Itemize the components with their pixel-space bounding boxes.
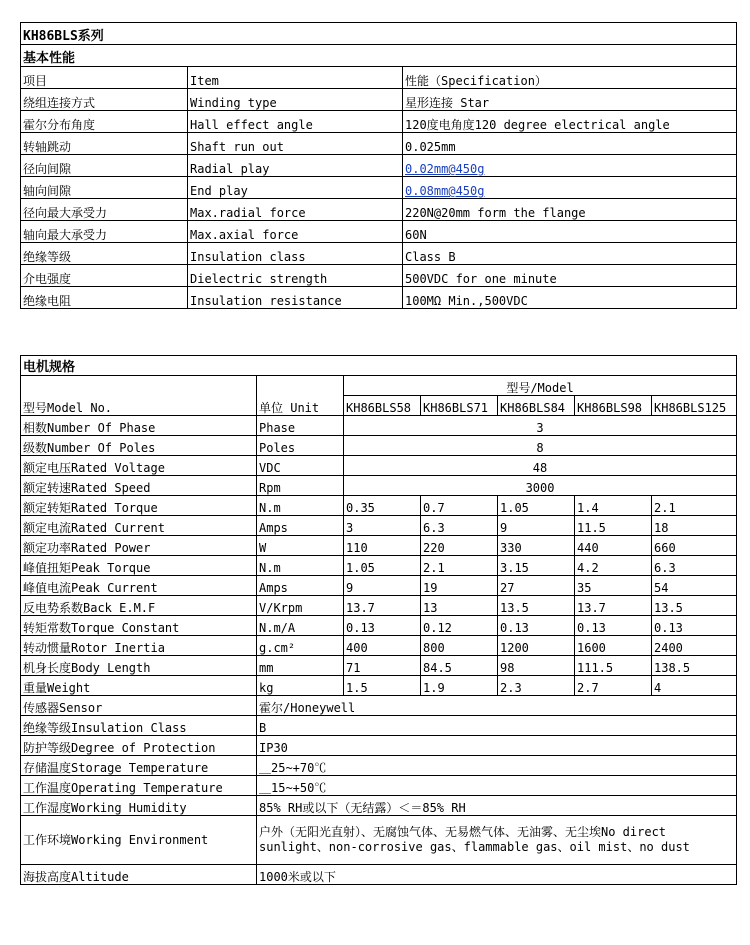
param-value: ＿15~+50℃	[257, 776, 737, 796]
spec-link[interactable]: 0.02mm@450g	[405, 162, 485, 176]
param-unit: Amps	[257, 516, 344, 536]
unit-header: 单位 Unit	[257, 376, 344, 416]
spec-row	[21, 736, 737, 756]
basic-performance-table	[20, 22, 737, 309]
param-value: 660	[652, 536, 737, 556]
spec-row	[21, 716, 737, 736]
spec-row	[21, 776, 737, 796]
param-name: 防护等级Degree of Protection	[21, 736, 257, 756]
basic-item-en: Hall effect angle	[188, 111, 403, 133]
param-unit: mm	[257, 656, 344, 676]
param-value: 18	[652, 516, 737, 536]
param-name: 传感器Sensor	[21, 696, 257, 716]
model-name: KH86BLS125	[652, 396, 737, 416]
param-value: 4	[652, 676, 737, 696]
basic-spec: 100MΩ Min.,500VDC	[403, 287, 737, 309]
param-unit: Phase	[257, 416, 344, 436]
param-value: 330	[498, 536, 575, 556]
param-name: 额定转速Rated Speed	[21, 476, 257, 496]
param-value: 13.5	[498, 596, 575, 616]
basic-spec	[403, 177, 737, 199]
basic-item-en: Insulation resistance	[188, 287, 403, 309]
param-value: IP30	[257, 736, 737, 756]
basic-row	[21, 133, 737, 155]
basic-item-cn: 霍尔分布角度	[21, 111, 188, 133]
model-name: KH86BLS84	[498, 396, 575, 416]
param-value: 3	[344, 416, 737, 436]
param-value: 2.7	[575, 676, 652, 696]
spec-row	[21, 656, 737, 676]
param-value: 440	[575, 536, 652, 556]
param-value: 0.13	[575, 616, 652, 636]
spec-row	[21, 676, 737, 696]
param-value: 3.15	[498, 556, 575, 576]
param-value: 11.5	[575, 516, 652, 536]
spec-row	[21, 756, 737, 776]
basic-spec: 0.025mm	[403, 133, 737, 155]
param-value: 0.35	[344, 496, 421, 516]
param-value: 138.5	[652, 656, 737, 676]
param-value: 9	[344, 576, 421, 596]
param-value: 0.13	[498, 616, 575, 636]
param-value: 1.5	[344, 676, 421, 696]
param-name: 重量Weight	[21, 676, 257, 696]
param-value: 71	[344, 656, 421, 676]
param-name: 工作环境Working Environment	[21, 816, 257, 865]
param-value: 2.1	[421, 556, 498, 576]
param-name: 峰值电流Peak Current	[21, 576, 257, 596]
series-title: KH86BLS系列	[21, 23, 737, 45]
param-name: 级数Number Of Poles	[21, 436, 257, 456]
param-unit: VDC	[257, 456, 344, 476]
param-value: 400	[344, 636, 421, 656]
basic-spec: Class B	[403, 243, 737, 265]
basic-item-en: Max.axial force	[188, 221, 403, 243]
param-value: 0.12	[421, 616, 498, 636]
param-unit: N.m/A	[257, 616, 344, 636]
param-value: 19	[421, 576, 498, 596]
param-unit: V/Krpm	[257, 596, 344, 616]
param-value: 0.13	[652, 616, 737, 636]
param-unit: N.m	[257, 496, 344, 516]
header-item-en: Item	[188, 67, 403, 89]
param-value: 3	[344, 516, 421, 536]
param-value: 1.4	[575, 496, 652, 516]
param-name: 峰值扭矩Peak Torque	[21, 556, 257, 576]
param-value: 111.5	[575, 656, 652, 676]
basic-item-en: Insulation class	[188, 243, 403, 265]
model-name: KH86BLS71	[421, 396, 498, 416]
basic-spec: 60N	[403, 221, 737, 243]
section-title-basic: 基本性能	[21, 45, 737, 67]
param-unit: Rpm	[257, 476, 344, 496]
basic-spec: 120度电角度120 degree electrical angle	[403, 111, 737, 133]
spec-row	[21, 476, 737, 496]
param-name: 反电势系数Back E.M.F	[21, 596, 257, 616]
param-unit: g.cm²	[257, 636, 344, 656]
param-value: 4.2	[575, 556, 652, 576]
param-value: ＿25~+70℃	[257, 756, 737, 776]
param-name: 额定电流Rated Current	[21, 516, 257, 536]
basic-row	[21, 265, 737, 287]
param-value: 9	[498, 516, 575, 536]
basic-item-en: Max.radial force	[188, 199, 403, 221]
basic-spec: 500VDC for one minute	[403, 265, 737, 287]
basic-item-cn: 轴向最大承受力	[21, 221, 188, 243]
param-value: 2.3	[498, 676, 575, 696]
param-value: 220	[421, 536, 498, 556]
param-value: 户外（无阳光直射）、无腐蚀气体、无易燃气体、无油雾、无尘埃No direct sunlight、non-corrosive gas、flammable gas、oil mist、no dust	[257, 816, 737, 865]
spec-row	[21, 816, 737, 865]
basic-spec: 220N@20mm form the flange	[403, 199, 737, 221]
param-value: 1600	[575, 636, 652, 656]
param-unit: N.m	[257, 556, 344, 576]
param-value: 13	[421, 596, 498, 616]
param-value: 48	[344, 456, 737, 476]
param-name: 海拔高度Altitude	[21, 865, 257, 885]
param-value: 1000米或以下	[257, 865, 737, 885]
param-value: 2.1	[652, 496, 737, 516]
param-value: 2400	[652, 636, 737, 656]
param-value: 85% RH或以下（无结露）＜＝85% RH	[257, 796, 737, 816]
basic-item-en: Shaft run out	[188, 133, 403, 155]
basic-spec	[403, 155, 737, 177]
basic-item-cn: 转轴跳动	[21, 133, 188, 155]
param-value: 8	[344, 436, 737, 456]
param-value: 98	[498, 656, 575, 676]
param-value: 1.9	[421, 676, 498, 696]
param-name: 绝缘等级Insulation Class	[21, 716, 257, 736]
basic-item-cn: 绝缘等级	[21, 243, 188, 265]
param-value: 800	[421, 636, 498, 656]
basic-item-cn: 绕组连接方式	[21, 89, 188, 111]
param-value: 84.5	[421, 656, 498, 676]
basic-row	[21, 111, 737, 133]
spec-row	[21, 596, 737, 616]
basic-item-cn: 径向间隙	[21, 155, 188, 177]
spec-row	[21, 456, 737, 476]
basic-header-row	[21, 67, 737, 89]
param-name: 相数Number Of Phase	[21, 416, 257, 436]
param-name: 机身长度Body Length	[21, 656, 257, 676]
basic-item-cn: 绝缘电阻	[21, 287, 188, 309]
spec-row	[21, 865, 737, 885]
param-name: 存储温度Storage Temperature	[21, 756, 257, 776]
param-name: 工作温度Operating Temperature	[21, 776, 257, 796]
header-item-cn: 项目	[21, 67, 188, 89]
motor-spec-table	[20, 355, 737, 885]
param-unit: W	[257, 536, 344, 556]
basic-item-en: Winding type	[188, 89, 403, 111]
spec-row	[21, 696, 737, 716]
param-value: 3000	[344, 476, 737, 496]
param-name: 额定电压Rated Voltage	[21, 456, 257, 476]
param-value: 35	[575, 576, 652, 596]
spec-row	[21, 796, 737, 816]
basic-row	[21, 177, 737, 199]
param-header: 型号Model No.	[21, 376, 257, 416]
basic-item-cn: 介电强度	[21, 265, 188, 287]
spec-row	[21, 556, 737, 576]
section-title-motor: 电机规格	[21, 356, 737, 376]
spec-row	[21, 536, 737, 556]
header-spec: 性能（Specification）	[403, 67, 737, 89]
basic-item-cn: 径向最大承受力	[21, 199, 188, 221]
spec-row	[21, 576, 737, 596]
spec-link[interactable]: 0.08mm@450g	[405, 184, 485, 198]
param-name: 额定转矩Rated Torque	[21, 496, 257, 516]
param-unit: Amps	[257, 576, 344, 596]
basic-item-en: End play	[188, 177, 403, 199]
param-unit: kg	[257, 676, 344, 696]
basic-item-en: Radial play	[188, 155, 403, 177]
param-value: 6.3	[652, 556, 737, 576]
spec-row	[21, 636, 737, 656]
param-value: 1.05	[498, 496, 575, 516]
basic-spec: 星形连接 Star	[403, 89, 737, 111]
spec-row	[21, 616, 737, 636]
param-value: 54	[652, 576, 737, 596]
param-value: 13.7	[344, 596, 421, 616]
basic-row	[21, 287, 737, 309]
param-name: 工作湿度Working Humidity	[21, 796, 257, 816]
param-value: 1200	[498, 636, 575, 656]
param-value: 110	[344, 536, 421, 556]
basic-row	[21, 199, 737, 221]
spec-row	[21, 516, 737, 536]
param-value: 27	[498, 576, 575, 596]
basic-row	[21, 155, 737, 177]
param-name: 转动惯量Rotor Inertia	[21, 636, 257, 656]
param-unit: Poles	[257, 436, 344, 456]
basic-row	[21, 221, 737, 243]
model-header: 型号/Model	[344, 376, 737, 396]
param-value: 1.05	[344, 556, 421, 576]
param-name: 额定功率Rated Power	[21, 536, 257, 556]
param-value: 0.13	[344, 616, 421, 636]
basic-item-en: Dielectric strength	[188, 265, 403, 287]
spec-row	[21, 416, 737, 436]
param-value: 13.5	[652, 596, 737, 616]
basic-item-cn: 轴向间隙	[21, 177, 188, 199]
param-value: 霍尔/Honeywell	[257, 696, 737, 716]
spec-row	[21, 496, 737, 516]
param-name: 转矩常数Torque Constant	[21, 616, 257, 636]
param-value: 0.7	[421, 496, 498, 516]
param-value: 13.7	[575, 596, 652, 616]
param-value: 6.3	[421, 516, 498, 536]
spec-row	[21, 436, 737, 456]
model-name: KH86BLS58	[344, 396, 421, 416]
model-name: KH86BLS98	[575, 396, 652, 416]
basic-row	[21, 243, 737, 265]
param-value: B	[257, 716, 737, 736]
basic-row	[21, 89, 737, 111]
